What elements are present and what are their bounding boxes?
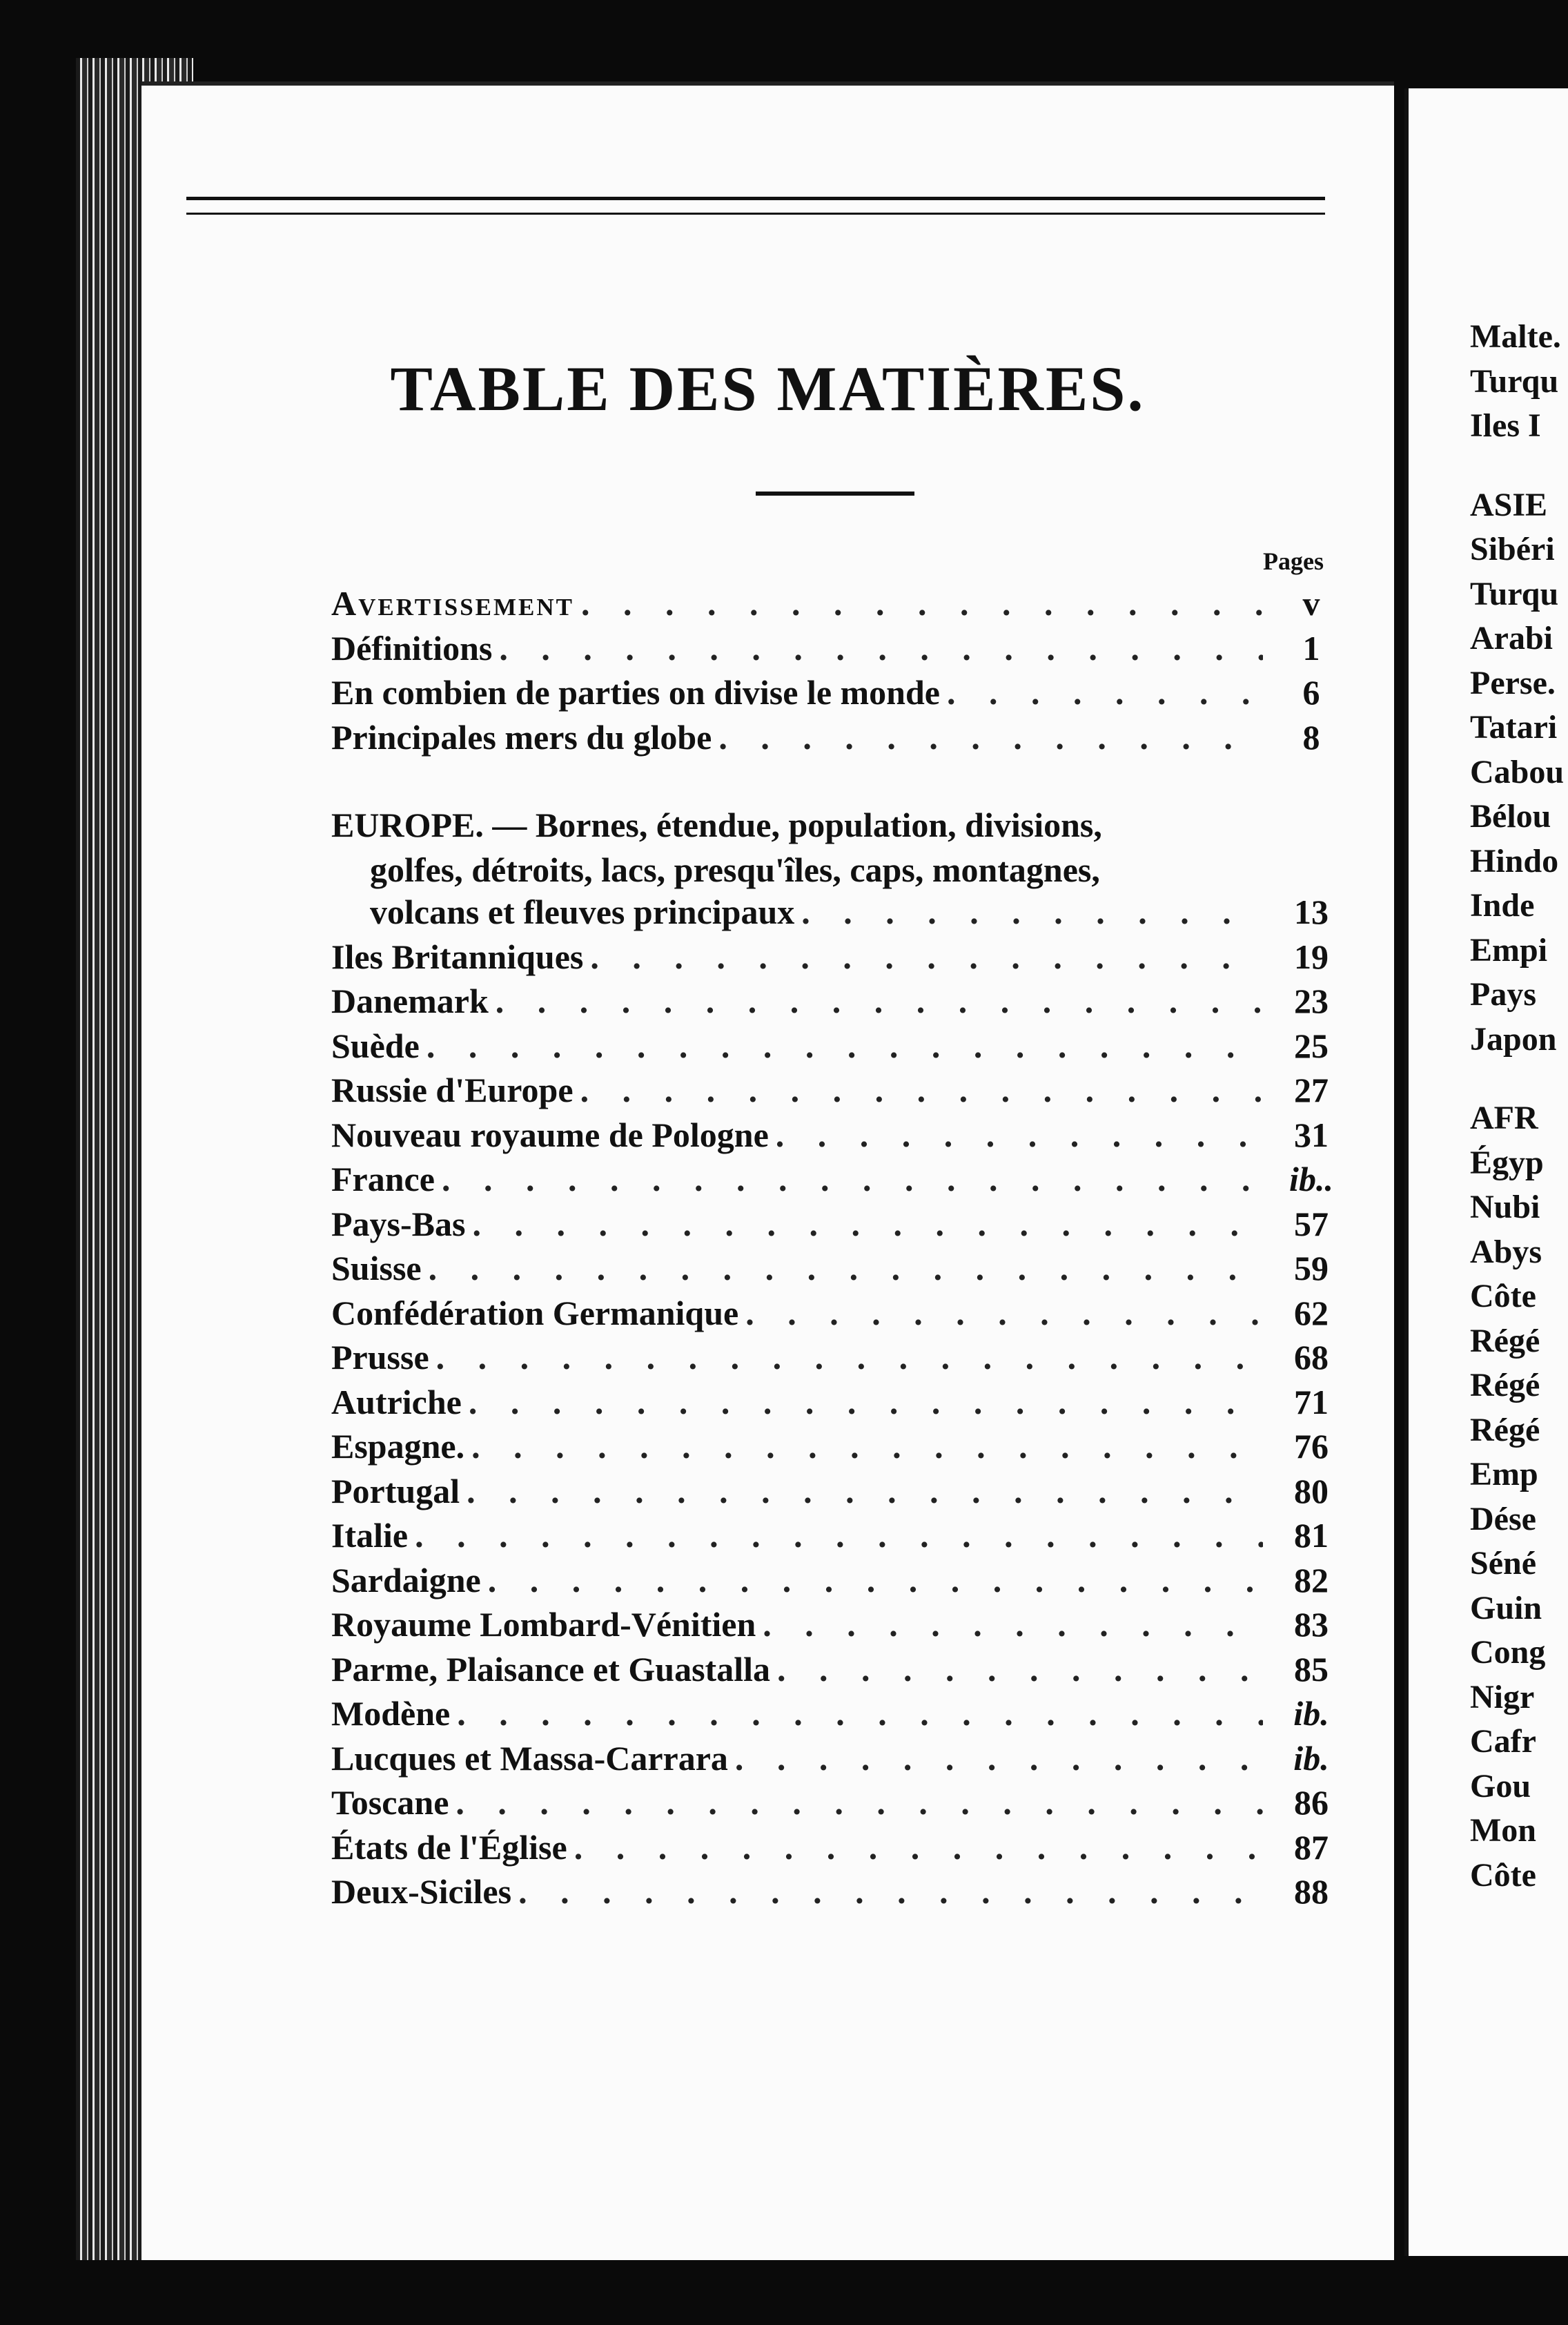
europe-heading-line2: golfes, détroits, lacs, presqu'îles, caps, montagnes, (370, 850, 1100, 889)
fragment-line: Nigr (1470, 1678, 1535, 1715)
toc-entry: Prusse . . . 68 (331, 1337, 1353, 1382)
fragment-line: Cabou (1470, 753, 1565, 790)
fragment-line: AFR (1470, 1100, 1538, 1136)
fragment-line: Pays (1470, 976, 1536, 1013)
right-page-fragments (1470, 318, 1568, 1900)
toc-entry: États de l'Église . . . 87 (331, 1827, 1353, 1872)
toc-entry: Italie . . . 81 (331, 1515, 1353, 1560)
toc-entry: Définitions . . . 1 (331, 628, 1353, 673)
fragment-line: Régé (1470, 1411, 1540, 1448)
toc-entry: Danemark . . . 23 (331, 981, 1353, 1026)
fragment-line: Côte (1470, 1856, 1536, 1894)
fragment-line: Dése (1470, 1500, 1536, 1537)
fragment-line: Arabi (1470, 620, 1553, 656)
fragment-line: Hindo (1470, 842, 1559, 879)
fragment-line: Cafr (1470, 1723, 1536, 1760)
table-of-contents (331, 583, 1353, 1916)
fragment-line: Côte (1470, 1278, 1536, 1314)
toc-entry: Suède . . . 25 (331, 1026, 1353, 1071)
toc-entry: Suisse . . . 59 (331, 1248, 1353, 1293)
fragment-line: Inde (1470, 887, 1535, 924)
fragment-line: Turqu (1470, 575, 1559, 612)
toc-entry: Avertissement . . . v (331, 583, 1353, 628)
fragment-line: Bélou (1470, 798, 1551, 835)
toc-entry: Toscane . . . 86 (331, 1782, 1353, 1827)
fragment-line: Japon (1470, 1020, 1557, 1058)
toc-entry: France . . . ib.. (331, 1159, 1353, 1204)
title-underline (756, 492, 914, 496)
fragment-line: Abys (1470, 1233, 1542, 1270)
fragment-line: ASIE (1470, 486, 1548, 523)
toc-entry: Autriche . . . 71 (331, 1382, 1353, 1427)
toc-entry: Portugal . . . 80 (331, 1471, 1353, 1516)
fragment-line: Sibéri (1470, 531, 1555, 567)
toc-entry: Espagne. . . . 76 (331, 1426, 1353, 1471)
fragment-line: Séné (1470, 1545, 1536, 1582)
fragment-line: Perse. (1470, 664, 1556, 701)
fragment-line: Nubi (1470, 1189, 1540, 1225)
page-title: TABLE DES MATIÈRES. (390, 353, 1146, 424)
fragment-line: Gou (1470, 1767, 1531, 1804)
top-double-rule (186, 197, 1325, 215)
fragment-line: Emp (1470, 1456, 1538, 1492)
toc-entry: Principales mers du globe . . . 8 (331, 717, 1353, 762)
fragment-line: Égyp (1470, 1144, 1544, 1181)
toc-entry: Russie d'Europe . . . 27 (331, 1070, 1353, 1115)
fragment-line: Guin (1470, 1589, 1542, 1626)
fragment-line: Malte. (1470, 318, 1561, 355)
toc-entry: En combien de parties on divise le monde . . . 6 (331, 672, 1353, 717)
toc-entry: Confédération Germanique . . . 62 (331, 1293, 1353, 1338)
toc-entry: Nouveau royaume de Pologne . . . 31 (331, 1115, 1353, 1160)
toc-entry: Modène . . . ib. (331, 1693, 1353, 1738)
toc-entry: Royaume Lombard-Vénitien . . . 83 (331, 1604, 1353, 1649)
toc-entry: Deux-Siciles . . . 88 (331, 1871, 1353, 1916)
fragment-line: Empi (1470, 931, 1548, 969)
toc-entry: Iles Britanniques . . . 19 (331, 937, 1353, 982)
fragment-line: Régé (1470, 1367, 1540, 1403)
fragment-line: Iles I (1470, 407, 1541, 444)
fragment-line: Turqu (1470, 362, 1559, 400)
toc-entry: Lucques et Massa-Carrara . . . ib. (331, 1738, 1353, 1783)
toc-entry: Parme, Plaisance et Guastalla . . . 85 (331, 1649, 1353, 1694)
fragment-line: Cong (1470, 1634, 1546, 1671)
toc-entry: volcans et fleuves principaux . . . 13 (331, 892, 1353, 937)
toc-entry: Sardaigne . . . 82 (331, 1560, 1353, 1605)
fragment-line: Mon (1470, 1812, 1536, 1849)
pages-column-label: Pages (1263, 547, 1324, 575)
europe-heading-line1: EUROPE. — Bornes, étendue, population, divisions, (331, 806, 1102, 844)
fragment-line: Tatari (1470, 709, 1558, 746)
fragment-line: Régé (1470, 1322, 1540, 1359)
toc-entry: Pays-Bas . . . 57 (331, 1204, 1353, 1249)
